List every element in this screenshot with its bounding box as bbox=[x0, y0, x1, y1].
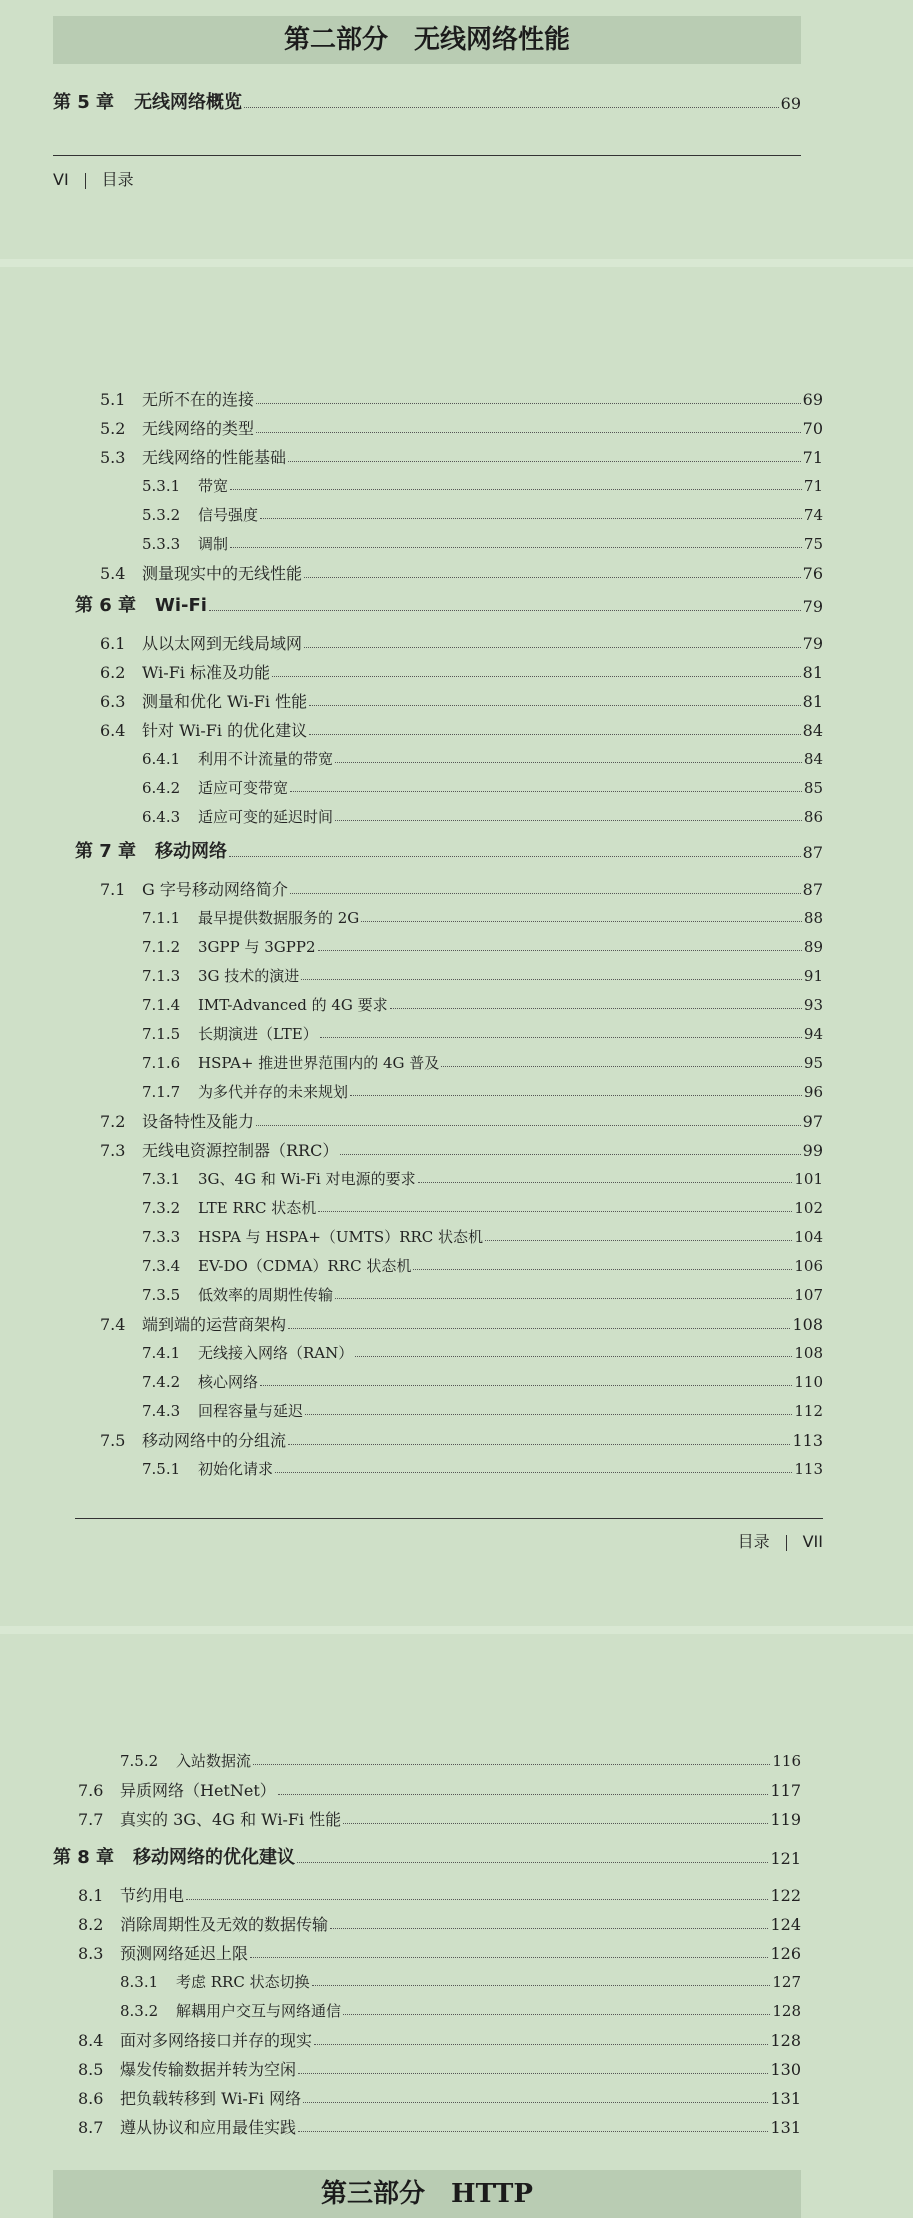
toc-subsection[interactable] bbox=[142, 1259, 823, 1274]
page-gap bbox=[0, 1626, 913, 1634]
page-footer-vi bbox=[53, 167, 134, 190]
page-number: 81 bbox=[802, 692, 823, 711]
entry-title: G 字号移动网络简介 bbox=[142, 880, 288, 899]
entry-number: 5.3.2 bbox=[142, 506, 181, 524]
entry-title: 面对多网络接口并存的现实 bbox=[120, 2031, 313, 2050]
leader-dots bbox=[290, 790, 802, 792]
page-number: 93 bbox=[803, 996, 823, 1014]
entry-title: 预测网络延迟上限 bbox=[120, 1944, 249, 1963]
page-number: 102 bbox=[794, 1199, 823, 1217]
entry-number: 7.1.1 bbox=[142, 909, 181, 927]
entry-title: 3G、4G 和 Wi-Fi 对电源的要求 bbox=[198, 1170, 416, 1188]
leader-dots bbox=[253, 1763, 770, 1765]
entry-number: 8.5 bbox=[78, 2060, 104, 2079]
toc-subsection[interactable] bbox=[142, 1085, 823, 1100]
entry-title: 调制 bbox=[198, 535, 229, 553]
entry-title: 真实的 3G、4G 和 Wi-Fi 性能 bbox=[120, 1810, 342, 1829]
toc-subsection[interactable] bbox=[142, 537, 823, 552]
toc-section[interactable] bbox=[78, 1917, 801, 1933]
entry-title: Wi-Fi 标准及功能 bbox=[142, 663, 270, 682]
page-number: 84 bbox=[803, 750, 823, 768]
leader-dots bbox=[298, 2072, 768, 2074]
entry-number: 7.4.2 bbox=[142, 1373, 181, 1391]
page-number: 128 bbox=[772, 2002, 801, 2020]
part-two-title: 第二部分 无线网络性能 bbox=[283, 25, 570, 55]
leader-dots bbox=[312, 1984, 771, 1986]
leader-dots bbox=[230, 546, 802, 548]
page-number: 128 bbox=[770, 2031, 801, 2050]
entry-title: 无线电资源控制器（RRC） bbox=[142, 1141, 339, 1160]
toc-section[interactable] bbox=[100, 665, 823, 681]
page-number: 96 bbox=[803, 1083, 823, 1101]
leader-dots bbox=[309, 704, 801, 706]
entry-number: 7.1.3 bbox=[142, 967, 181, 985]
entry-number: 8.3 bbox=[78, 1944, 104, 1963]
toc-subsection[interactable] bbox=[142, 998, 823, 1013]
roman-page-number: VI bbox=[53, 170, 69, 189]
leader-dots bbox=[250, 1956, 768, 1958]
entry-title: 无线网络的性能基础 bbox=[142, 448, 287, 467]
leader-dots bbox=[350, 1094, 802, 1096]
toc-subsection[interactable] bbox=[142, 1201, 823, 1216]
page-number: 126 bbox=[770, 1944, 801, 1963]
entry-number: 5.3.3 bbox=[142, 535, 181, 553]
toc-subsection[interactable] bbox=[142, 1288, 823, 1303]
leader-dots bbox=[355, 1355, 792, 1357]
toc-subsection[interactable] bbox=[120, 1975, 801, 1990]
entry-number: 5.1 bbox=[100, 390, 126, 409]
entry-number: 7.4.3 bbox=[142, 1402, 181, 1420]
entry-number: 7.5.2 bbox=[120, 1752, 159, 1770]
entry-title: 无所不在的连接 bbox=[142, 390, 255, 409]
toc-section[interactable] bbox=[78, 2062, 801, 2078]
page-number: 69 bbox=[780, 94, 801, 113]
entry-number: 6.4.2 bbox=[142, 779, 181, 797]
toc-subsection[interactable] bbox=[142, 969, 823, 984]
entry-title: 初始化请求 bbox=[198, 1460, 274, 1478]
entry-title: IMT-Advanced 的 4G 要求 bbox=[198, 996, 388, 1014]
toc-subsection[interactable] bbox=[142, 781, 823, 796]
page-number: 101 bbox=[794, 1170, 823, 1188]
chapter-number: 第 5 章 bbox=[53, 92, 115, 113]
toc-section[interactable] bbox=[78, 1946, 801, 1962]
page-number: 122 bbox=[770, 1886, 801, 1905]
page-number: 127 bbox=[772, 1973, 801, 1991]
entry-number: 第 6 章 bbox=[75, 595, 137, 616]
entry-number: 8.3.1 bbox=[120, 1973, 159, 1991]
entry-title: 考虑 RRC 状态切换 bbox=[176, 1973, 310, 1991]
entry-number: 6.2 bbox=[100, 663, 126, 682]
footer-rule bbox=[75, 1518, 823, 1519]
entry-number: 6.1 bbox=[100, 634, 126, 653]
entry-number: 7.3.5 bbox=[142, 1286, 181, 1304]
entry-title: 信号强度 bbox=[198, 506, 259, 524]
page-number: 85 bbox=[803, 779, 823, 797]
toc-section[interactable] bbox=[100, 392, 823, 408]
entry-title: 低效率的周期性传输 bbox=[198, 1286, 334, 1304]
page-number: 94 bbox=[803, 1025, 823, 1043]
leader-dots bbox=[186, 1898, 768, 1900]
toc-subsection[interactable] bbox=[142, 1056, 823, 1071]
toc-subsection[interactable] bbox=[142, 479, 823, 494]
leader-dots bbox=[418, 1181, 793, 1183]
entry-title: 移动网络 bbox=[155, 841, 227, 862]
toc-subsection[interactable] bbox=[142, 1230, 823, 1245]
entry-number: 7.5.1 bbox=[142, 1460, 181, 1478]
page-number: 79 bbox=[802, 634, 823, 653]
page-number: 84 bbox=[802, 721, 823, 740]
entry-title: 长期演进（LTE） bbox=[198, 1025, 318, 1043]
entry-title: 利用不计流量的带宽 bbox=[198, 750, 334, 768]
leader-dots bbox=[244, 106, 779, 108]
page-number: 108 bbox=[792, 1315, 823, 1334]
page-number: 75 bbox=[803, 535, 823, 553]
page-number: 131 bbox=[770, 2089, 801, 2108]
entry-number: 第 8 章 bbox=[53, 1847, 115, 1868]
toc-section[interactable] bbox=[78, 2091, 801, 2107]
toc-section[interactable] bbox=[78, 1783, 801, 1799]
page-number: 104 bbox=[794, 1228, 823, 1246]
entry-number: 7.3 bbox=[100, 1141, 126, 1160]
entry-title: 针对 Wi-Fi 的优化建议 bbox=[142, 721, 308, 740]
page-number: 131 bbox=[770, 2118, 801, 2137]
entry-number: 8.3.2 bbox=[120, 2002, 159, 2020]
footer-label: 目录 bbox=[737, 1532, 770, 1551]
entry-number: 7.3.1 bbox=[142, 1170, 181, 1188]
entry-number: 7.1.6 bbox=[142, 1054, 181, 1072]
leader-dots bbox=[343, 1822, 768, 1824]
page-number: 119 bbox=[770, 1810, 801, 1829]
page-number: 70 bbox=[802, 419, 823, 438]
entry-title: Wi-Fi bbox=[155, 595, 207, 616]
page-number: 108 bbox=[794, 1344, 823, 1362]
entry-title: 回程容量与延迟 bbox=[198, 1402, 304, 1420]
page-number: 87 bbox=[802, 843, 823, 862]
entry-title: 无线网络的类型 bbox=[142, 419, 255, 438]
leader-dots bbox=[413, 1268, 792, 1270]
toc-section[interactable] bbox=[100, 1114, 823, 1130]
entry-title: 3G 技术的演进 bbox=[198, 967, 300, 985]
toc-subsection[interactable] bbox=[142, 810, 823, 825]
leader-dots bbox=[256, 1124, 801, 1126]
entry-title: 适应可变的延迟时间 bbox=[198, 808, 334, 826]
leader-dots bbox=[305, 1413, 792, 1415]
toc-section[interactable] bbox=[78, 1888, 801, 1904]
entry-number: 6.4.1 bbox=[142, 750, 181, 768]
toc-section[interactable] bbox=[78, 2033, 801, 2049]
entry-number: 8.2 bbox=[78, 1915, 104, 1934]
leader-dots bbox=[230, 488, 802, 490]
page-footer-vii bbox=[738, 1529, 823, 1552]
toc-chapter-5[interactable] bbox=[53, 94, 801, 112]
page-number: 69 bbox=[802, 390, 823, 409]
toc-subsection[interactable] bbox=[142, 940, 823, 955]
page-number: 113 bbox=[792, 1431, 823, 1450]
page-number: 130 bbox=[770, 2060, 801, 2079]
leader-dots bbox=[297, 1861, 768, 1863]
toc-subsection[interactable] bbox=[142, 1404, 823, 1419]
leader-dots bbox=[361, 920, 802, 922]
entry-title: 入站数据流 bbox=[176, 1752, 252, 1770]
leader-dots bbox=[441, 1065, 802, 1067]
entry-title: 为多代并存的未来规划 bbox=[198, 1083, 349, 1101]
leader-dots bbox=[318, 1210, 792, 1212]
page-number: 112 bbox=[794, 1402, 823, 1420]
page-number: 106 bbox=[794, 1257, 823, 1275]
footer-separator bbox=[786, 1535, 787, 1551]
page-number: 76 bbox=[802, 564, 823, 583]
page-number: 113 bbox=[794, 1460, 823, 1478]
page-number: 71 bbox=[802, 448, 823, 467]
leader-dots bbox=[288, 1327, 790, 1329]
page-number: 81 bbox=[802, 663, 823, 682]
entry-title: 最早提供数据服务的 2G bbox=[198, 909, 360, 927]
toc-section[interactable] bbox=[100, 1317, 823, 1333]
entry-title: 设备特性及能力 bbox=[142, 1112, 255, 1131]
entry-number: 7.1 bbox=[100, 880, 126, 899]
entry-title: LTE RRC 状态机 bbox=[198, 1199, 317, 1217]
entry-number: 5.2 bbox=[100, 419, 126, 438]
leader-dots bbox=[320, 1036, 802, 1038]
entry-title: EV-DO（CDMA）RRC 状态机 bbox=[198, 1257, 412, 1275]
entry-number: 7.6 bbox=[78, 1781, 104, 1800]
leader-dots bbox=[256, 431, 801, 433]
leader-dots bbox=[290, 892, 801, 894]
entry-title: 测量和优化 Wi-Fi 性能 bbox=[142, 692, 308, 711]
page-number: 117 bbox=[770, 1781, 801, 1800]
leader-dots bbox=[335, 761, 802, 763]
leader-dots bbox=[260, 517, 802, 519]
entry-title: 移动网络的优化建议 bbox=[133, 1847, 295, 1868]
entry-title: HSPA+ 推进世界范围内的 4G 普及 bbox=[198, 1054, 440, 1072]
toc-section[interactable] bbox=[78, 2120, 801, 2136]
page-number: 107 bbox=[794, 1286, 823, 1304]
page-number: 124 bbox=[770, 1915, 801, 1934]
footer-label: 目录 bbox=[101, 170, 134, 189]
footer-rule bbox=[53, 155, 801, 156]
page-number: 97 bbox=[802, 1112, 823, 1131]
toc-section[interactable] bbox=[100, 723, 823, 739]
entry-number: 6.4 bbox=[100, 721, 126, 740]
entry-title: 核心网络 bbox=[198, 1373, 259, 1391]
leader-dots bbox=[301, 978, 802, 980]
entry-number: 7.1.2 bbox=[142, 938, 181, 956]
toc-section[interactable] bbox=[100, 882, 823, 898]
toc-section[interactable] bbox=[100, 1143, 823, 1159]
leader-dots bbox=[272, 675, 801, 677]
entry-number: 8.1 bbox=[78, 1886, 104, 1905]
toc-subsection[interactable] bbox=[120, 2004, 801, 2019]
entry-title: 适应可变带宽 bbox=[198, 779, 289, 797]
entry-number: 7.5 bbox=[100, 1431, 126, 1450]
leader-dots bbox=[318, 949, 802, 951]
toc-chapter[interactable] bbox=[75, 843, 823, 861]
entry-number: 7.4.1 bbox=[142, 1344, 181, 1362]
toc-section[interactable] bbox=[100, 1433, 823, 1449]
page-number: 116 bbox=[772, 1752, 801, 1770]
leader-dots bbox=[335, 1297, 792, 1299]
entry-title: HSPA 与 HSPA+（UMTS）RRC 状态机 bbox=[198, 1228, 484, 1246]
leader-dots bbox=[256, 402, 801, 404]
leader-dots bbox=[335, 819, 802, 821]
entry-number: 7.3.2 bbox=[142, 1199, 181, 1217]
entry-title: 无线接入网络（RAN） bbox=[198, 1344, 354, 1362]
entry-number: 8.4 bbox=[78, 2031, 104, 2050]
toc-subsection[interactable] bbox=[142, 1172, 823, 1187]
part-three-title: 第三部分 HTTP bbox=[321, 2179, 533, 2209]
entry-title: 测量现实中的无线性能 bbox=[142, 564, 303, 583]
toc-chapter[interactable] bbox=[53, 1849, 801, 1867]
entry-number: 5.3 bbox=[100, 448, 126, 467]
entry-number: 7.7 bbox=[78, 1810, 104, 1829]
entry-number: 6.3 bbox=[100, 692, 126, 711]
leader-dots bbox=[288, 460, 801, 462]
page-number: 87 bbox=[802, 880, 823, 899]
entry-number: 7.1.7 bbox=[142, 1083, 181, 1101]
entry-number: 7.1.5 bbox=[142, 1025, 181, 1043]
toc-subsection[interactable] bbox=[142, 1462, 823, 1477]
entry-number: 7.4 bbox=[100, 1315, 126, 1334]
leader-dots bbox=[314, 2043, 768, 2045]
toc-section[interactable] bbox=[100, 566, 823, 582]
toc-section[interactable] bbox=[100, 450, 823, 466]
leader-dots bbox=[309, 733, 801, 735]
leader-dots bbox=[485, 1239, 792, 1241]
toc-section[interactable] bbox=[78, 1812, 801, 1828]
page-number: 89 bbox=[803, 938, 823, 956]
entry-number: 5.3.1 bbox=[142, 477, 181, 495]
toc-subsection[interactable] bbox=[142, 752, 823, 767]
toc-subsection[interactable] bbox=[142, 911, 823, 926]
page-number: 71 bbox=[803, 477, 823, 495]
entry-number: 6.4.3 bbox=[142, 808, 181, 826]
page-number: 91 bbox=[803, 967, 823, 985]
entry-number: 7.3.4 bbox=[142, 1257, 181, 1275]
leader-dots bbox=[304, 646, 801, 648]
entry-title: 3GPP 与 3GPP2 bbox=[198, 938, 316, 956]
leader-dots bbox=[260, 1384, 792, 1386]
toc-chapter[interactable] bbox=[75, 597, 823, 615]
entry-title: 消除周期性及无效的数据传输 bbox=[120, 1915, 329, 1934]
leader-dots bbox=[330, 1927, 768, 1929]
leader-dots bbox=[275, 1471, 792, 1473]
leader-dots bbox=[229, 855, 801, 857]
part-two-title-banner bbox=[53, 16, 801, 64]
footer-separator bbox=[85, 173, 86, 189]
toc-section[interactable] bbox=[100, 636, 823, 652]
entry-number: 第 7 章 bbox=[75, 841, 137, 862]
page-number: 86 bbox=[803, 808, 823, 826]
toc-subsection[interactable] bbox=[142, 508, 823, 523]
roman-page-number: VII bbox=[802, 1532, 823, 1551]
page-number: 110 bbox=[794, 1373, 823, 1391]
page-number: 79 bbox=[802, 597, 823, 616]
page-number: 74 bbox=[803, 506, 823, 524]
entry-title: 爆发传输数据并转为空闲 bbox=[120, 2060, 297, 2079]
leader-dots bbox=[340, 1153, 800, 1155]
page-number: 99 bbox=[802, 1141, 823, 1160]
entry-title: 解耦用户交互与网络通信 bbox=[176, 2002, 342, 2020]
entry-title: 带宽 bbox=[198, 477, 229, 495]
entry-number: 5.4 bbox=[100, 564, 126, 583]
entry-title: 从以太网到无线局域网 bbox=[142, 634, 303, 653]
toc-section[interactable] bbox=[100, 421, 823, 437]
chapter-title: 无线网络概览 bbox=[134, 92, 243, 113]
entry-title: 节约用电 bbox=[120, 1886, 185, 1905]
entry-number: 7.2 bbox=[100, 1112, 126, 1131]
page-number: 121 bbox=[770, 1849, 801, 1868]
toc-section[interactable] bbox=[100, 694, 823, 710]
page-number: 88 bbox=[803, 909, 823, 927]
page-number: 95 bbox=[803, 1054, 823, 1072]
entry-title: 端到端的运营商架构 bbox=[142, 1315, 287, 1334]
entry-number: 8.6 bbox=[78, 2089, 104, 2108]
entry-title: 遵从协议和应用最佳实践 bbox=[120, 2118, 297, 2137]
leader-dots bbox=[304, 576, 801, 578]
entry-number: 7.1.4 bbox=[142, 996, 181, 1014]
leader-dots bbox=[209, 609, 801, 611]
leader-dots bbox=[303, 2101, 768, 2103]
page-gap bbox=[0, 259, 913, 267]
toc-subsection[interactable] bbox=[142, 1346, 823, 1361]
part-three-title-banner bbox=[53, 2170, 801, 2218]
leader-dots bbox=[278, 1793, 769, 1795]
toc-subsection[interactable] bbox=[120, 1754, 801, 1769]
leader-dots bbox=[390, 1007, 802, 1009]
toc-subsection[interactable] bbox=[142, 1375, 823, 1390]
entry-title: 移动网络中的分组流 bbox=[142, 1431, 287, 1450]
entry-number: 7.3.3 bbox=[142, 1228, 181, 1246]
entry-title: 异质网络（HetNet） bbox=[120, 1781, 276, 1800]
leader-dots bbox=[288, 1443, 790, 1445]
leader-dots bbox=[298, 2130, 768, 2132]
toc-subsection[interactable] bbox=[142, 1027, 823, 1042]
leader-dots bbox=[343, 2013, 770, 2015]
entry-number: 8.7 bbox=[78, 2118, 104, 2137]
entry-title: 把负载转移到 Wi-Fi 网络 bbox=[120, 2089, 302, 2108]
